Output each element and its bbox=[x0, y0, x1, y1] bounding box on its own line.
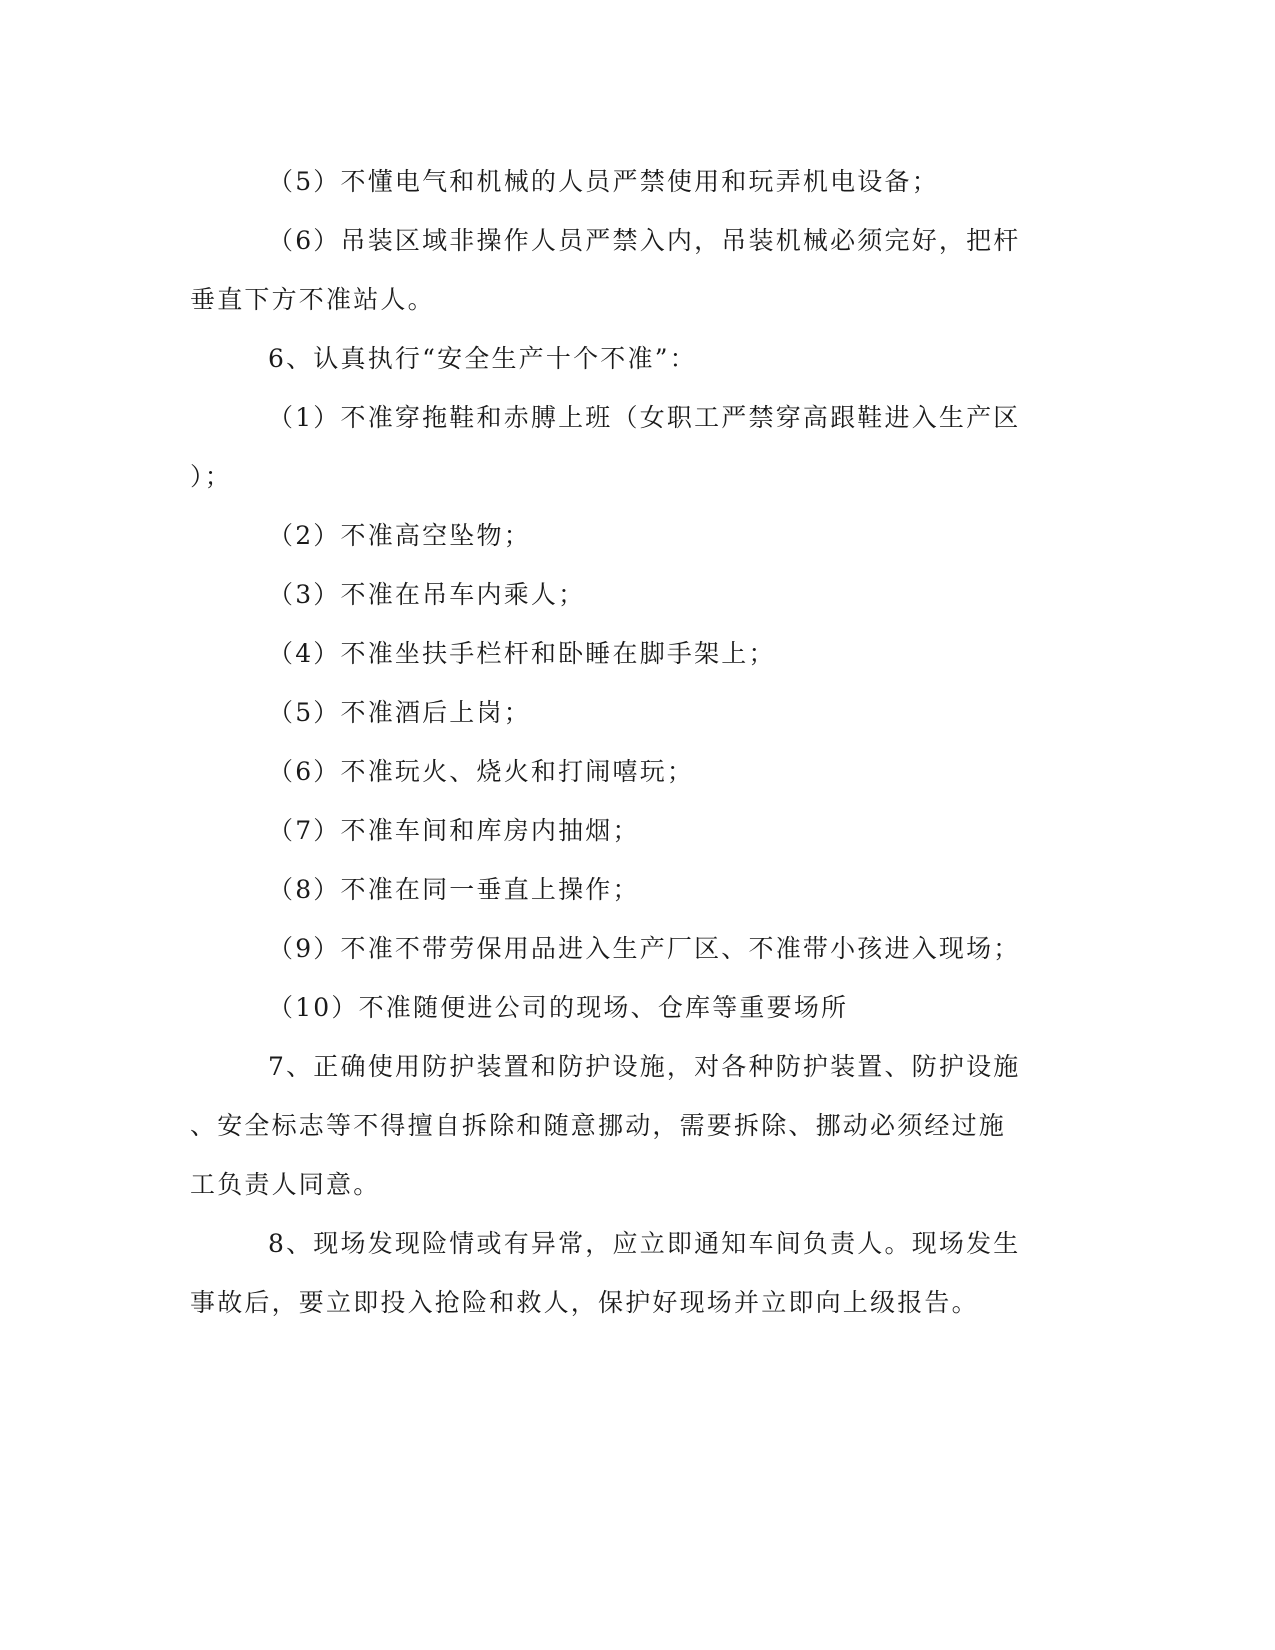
paragraph-line-12: （7）不准车间和库房内抽烟； bbox=[268, 816, 640, 845]
paragraph-line-18: 工负责人同意。 bbox=[190, 1170, 381, 1199]
paragraph-line-7: （2）不准高空坠物； bbox=[268, 521, 531, 550]
paragraph-line-4: 6、认真执行“安全生产十个不准”： bbox=[268, 344, 697, 373]
paragraph-line-11: （6）不准玩火、烧火和打闹嘻玩； bbox=[268, 757, 695, 786]
paragraph-line-9: （4）不准坐扶手栏杆和卧睡在脚手架上； bbox=[268, 639, 776, 668]
paragraph-line-10: （5）不准酒后上岗； bbox=[268, 698, 531, 727]
paragraph-line-1: （5）不懂电气和机械的人员严禁使用和玩弄机电设备； bbox=[268, 167, 939, 196]
paragraph-line-17: 、安全标志等不得擅自拆除和随意挪动，需要拆除、挪动必须经过施 bbox=[190, 1111, 1007, 1140]
paragraph-line-6: ）； bbox=[190, 462, 232, 491]
paragraph-line-14: （9）不准不带劳保用品进入生产厂区、不准带小孩进入现场； bbox=[268, 934, 1021, 963]
paragraph-line-20: 事故后，要立即投入抢险和救人，保护好现场并立即向上级报告。 bbox=[190, 1288, 979, 1317]
paragraph-line-5: （1）不准穿拖鞋和赤膊上班（女职工严禁穿高跟鞋进入生产区 bbox=[268, 403, 1021, 432]
paragraph-line-8: （3）不准在吊车内乘人； bbox=[268, 580, 586, 609]
paragraph-line-13: （8）不准在同一垂直上操作； bbox=[268, 875, 640, 904]
paragraph-line-19: 8、现场发现险情或有异常，应立即通知车间负责人。现场发生 bbox=[268, 1229, 1021, 1258]
paragraph-line-15: （10）不准随便进公司的现场、仓库等重要场所 bbox=[268, 993, 849, 1022]
paragraph-line-2: （6）吊装区域非操作人员严禁入内，吊装机械必须完好，把杆 bbox=[268, 226, 1021, 255]
paragraph-line-16: 7、正确使用防护装置和防护设施，对各种防护装置、防护设施 bbox=[268, 1052, 1021, 1081]
paragraph-line-3: 垂直下方不准站人。 bbox=[190, 285, 435, 314]
